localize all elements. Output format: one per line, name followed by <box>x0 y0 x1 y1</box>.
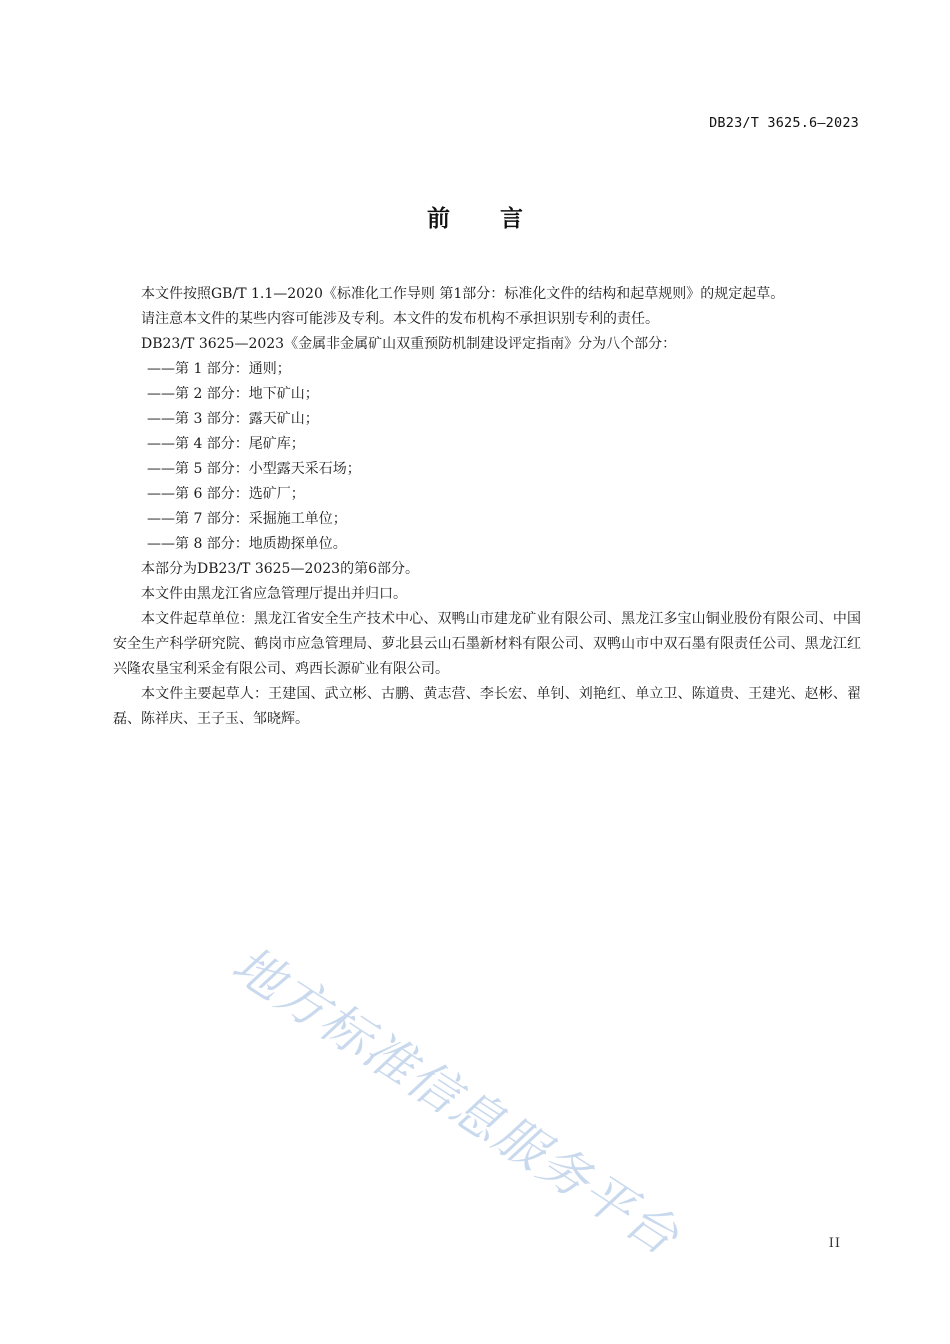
paragraph-drafting-units: 本文件起草单位：黑龙江省安全生产技术中心、双鸭山市建龙矿业有限公司、黑龙江多宝山铜业股份有限公司、中国安全生产科学研究院、鹤岗市应急管理局、萝北县云山石墨新材料有限公司、双鸭山市中双石墨有限责任公司、黑龙江红兴隆农垦宝利采金有限公司、鸡西长源矿业有限公司。 <box>113 611 861 677</box>
list-item-part-2: ——第 2 部分：地下矿山； <box>147 386 319 402</box>
paragraph-proposer: 本文件由黑龙江省应急管理厅提出并归口。 <box>141 586 407 602</box>
page-number: II <box>828 1236 841 1251</box>
watermark: 地方标准信息服务平台 <box>222 935 690 1267</box>
list-item-part-7: ——第 7 部分：采掘施工单位； <box>147 511 347 527</box>
list-item-part-5: ——第 5 部分：小型露天采石场； <box>147 461 361 477</box>
list-item-part-8: ——第 8 部分：地质勘探单位。 <box>147 536 347 552</box>
paragraph-patent-notice: 请注意本文件的某些内容可能涉及专利。本文件的发布机构不承担识别专利的责任。 <box>141 311 659 327</box>
list-item-part-3: ——第 3 部分：露天矿山； <box>147 411 319 427</box>
paragraph-this-part: 本部分为DB23/T 3625—2023的第6部分。 <box>141 561 419 577</box>
paragraph-parts-intro: DB23/T 3625—2023《金属非金属矿山双重预防机制建设评定指南》分为八个部分： <box>141 336 677 352</box>
list-item-part-6: ——第 6 部分：选矿厂； <box>147 486 305 502</box>
page-title: 前言 <box>427 206 573 232</box>
document-code: DB23/T 3625.6—2023 <box>709 115 859 131</box>
paragraph-drafting-rules: 本文件按照GB/T 1.1—2020《标准化工作导则 第1部分：标准化文件的结构和起草规则》的规定起草。 <box>141 286 785 302</box>
document-body <box>113 282 861 732</box>
list-item-part-1: ——第 1 部分：通则； <box>147 361 291 377</box>
paragraph-drafters: 本文件主要起草人：王建国、武立彬、古鹏、黄志营、李长宏、单钊、刘艳红、单立卫、陈道贵、王建光、赵彬、翟磊、陈祥庆、王子玉、邹晓辉。 <box>113 686 861 727</box>
list-item-part-4: ——第 4 部分：尾矿库； <box>147 436 305 452</box>
